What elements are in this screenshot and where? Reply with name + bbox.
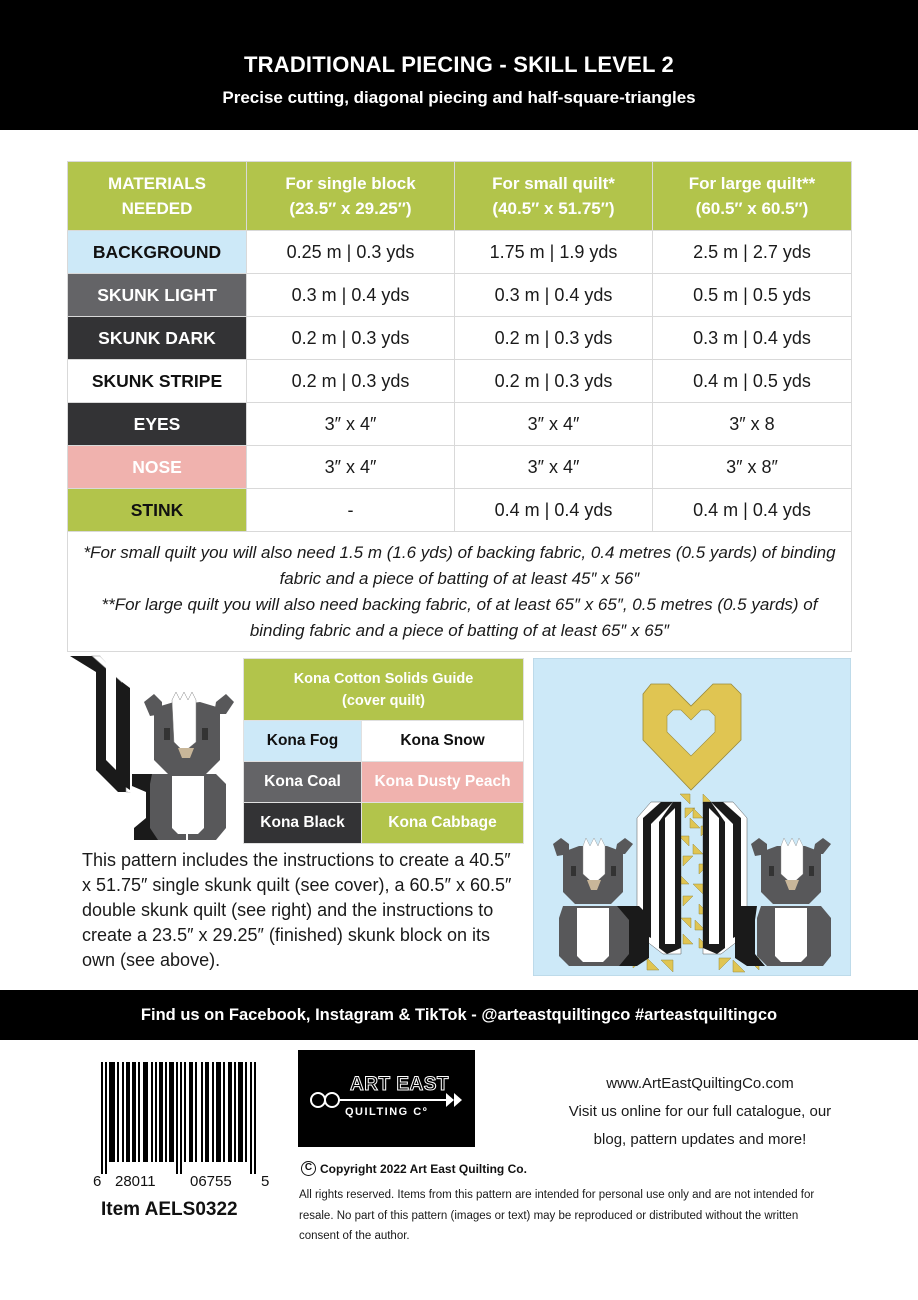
row-label-skunk-light: SKUNK LIGHT <box>68 274 247 317</box>
cell-large: 2.5 m | 2.7 yds <box>653 231 852 274</box>
website-info <box>540 1070 860 1154</box>
cell-small: 3″ x 4″ <box>455 403 653 446</box>
item-code: Item AELS0322 <box>101 1199 238 1220</box>
note-small-quilt: *For small quilt you will also need 1.5 m (1.6 yds) of backing fabric, 0.4 metres (0.5 yards) of binding fabric and a piece of batting of at least 45″ x 56″ <box>83 542 836 588</box>
row-label-nose: NOSE <box>68 446 247 489</box>
logo-quilting-co: QUILTING Cº <box>345 1106 429 1118</box>
header-banner <box>0 0 918 130</box>
kona-swatch-fog: Kona Fog <box>244 721 362 762</box>
social-media-banner: Find us on Facebook, Instagram & TikTok - @arteastquiltingco #arteastquiltingco <box>0 990 918 1040</box>
cell-small: 0.3 m | 0.4 yds <box>455 274 653 317</box>
table-row <box>68 403 852 446</box>
website-line-2: Visit us online for our full catalogue, our <box>568 1103 832 1120</box>
table-row <box>68 317 852 360</box>
cell-large: 0.4 m | 0.4 yds <box>653 489 852 532</box>
note-large-quilt: **For large quilt you will also need backing fabric, of at least 65″ x 65″, 0.5 metres (0.5 yards) of binding fabric and a piece of batting of at least 65″ x 65″ <box>101 594 818 640</box>
single-skunk-block-illustration <box>66 652 236 848</box>
cell-single: 3″ x 4″ <box>247 403 455 446</box>
header-materials-needed: MATERIALS NEEDED <box>68 162 247 231</box>
brand-logo <box>298 1050 475 1147</box>
website-link[interactable]: www.ArtEastQuiltingCo.com <box>606 1075 794 1092</box>
kona-solids-guide <box>243 658 524 844</box>
materials-header-row <box>68 162 852 231</box>
kona-guide-title: Kona Cotton Solids Guide (cover quilt) <box>244 659 524 721</box>
cell-single: 0.3 m | 0.4 yds <box>247 274 455 317</box>
table-row <box>68 231 852 274</box>
table-row <box>68 446 852 489</box>
cell-large: 0.5 m | 0.5 yds <box>653 274 852 317</box>
notes-row <box>68 532 852 652</box>
table-row <box>68 360 852 403</box>
kona-swatch-cabbage: Kona Cabbage <box>362 803 524 844</box>
copyright-icon: C <box>301 1161 316 1176</box>
cell-single: 3″ x 4″ <box>247 446 455 489</box>
double-skunk-quilt-illustration <box>533 658 851 976</box>
page-subtitle: Precise cutting, diagonal piecing and half-square-triangles <box>222 88 696 107</box>
cell-small: 0.2 m | 0.3 yds <box>455 360 653 403</box>
header-single-block: For single block (23.5″ x 29.25″) <box>247 162 455 231</box>
website-line-3: blog, pattern updates and more! <box>593 1131 807 1148</box>
materials-table <box>67 161 852 652</box>
cell-single: - <box>247 489 455 532</box>
cell-large: 3″ x 8″ <box>653 446 852 489</box>
cell-large: 0.3 m | 0.4 yds <box>653 317 852 360</box>
table-row <box>68 274 852 317</box>
copyright-text: Copyright 2022 Art East Quilting Co. <box>320 1161 527 1176</box>
page-title: TRADITIONAL PIECING - SKILL LEVEL 2 <box>244 52 674 77</box>
kona-swatch-black: Kona Black <box>244 803 362 844</box>
cell-single: 0.2 m | 0.3 yds <box>247 317 455 360</box>
table-notes <box>68 532 852 652</box>
row-label-skunk-dark: SKUNK DARK <box>68 317 247 360</box>
cell-single: 0.2 m | 0.3 yds <box>247 360 455 403</box>
row-label-stink: STINK <box>68 489 247 532</box>
copyright-line <box>301 1161 527 1176</box>
cell-small: 3″ x 4″ <box>455 446 653 489</box>
barcode: 6 28011 06755 5 <box>97 1062 267 1174</box>
cell-large: 3″ x 8 <box>653 403 852 446</box>
row-label-background: BACKGROUND <box>68 231 247 274</box>
pattern-description: This pattern includes the instructions to create a 40.5″ x 51.75″ single skunk quilt (see cover), a 60.5″ x 60.5″ double skunk quilt (see right) and the instructions to create a 23.5″ x 29.25″ (finished) skunk block on its own (see above). <box>82 850 512 970</box>
row-label-skunk-stripe: SKUNK STRIPE <box>68 360 247 403</box>
cell-single: 0.25 m | 0.3 yds <box>247 231 455 274</box>
rights-statement: All rights reserved. Items from this pattern are intended for personal use only and are not intended for resale. No part of this pattern (images or text) may be reproduced or distributed without the written consent of the author. <box>299 1189 815 1242</box>
kona-swatch-coal: Kona Coal <box>244 762 362 803</box>
cell-small: 1.75 m | 1.9 yds <box>455 231 653 274</box>
kona-swatch-snow: Kona Snow <box>362 721 524 762</box>
cell-small: 0.4 m | 0.4 yds <box>455 489 653 532</box>
row-label-eyes: EYES <box>68 403 247 446</box>
kona-swatch-dusty-peach: Kona Dusty Peach <box>362 762 524 803</box>
logo-art-east: ART EAST <box>350 1074 449 1095</box>
barcode-bars <box>97 1062 267 1174</box>
header-large-quilt: For large quilt** (60.5″ x 60.5″) <box>653 162 852 231</box>
table-row <box>68 489 852 532</box>
header-small-quilt: For small quilt* (40.5″ x 51.75″) <box>455 162 653 231</box>
cell-small: 0.2 m | 0.3 yds <box>455 317 653 360</box>
cell-large: 0.4 m | 0.5 yds <box>653 360 852 403</box>
